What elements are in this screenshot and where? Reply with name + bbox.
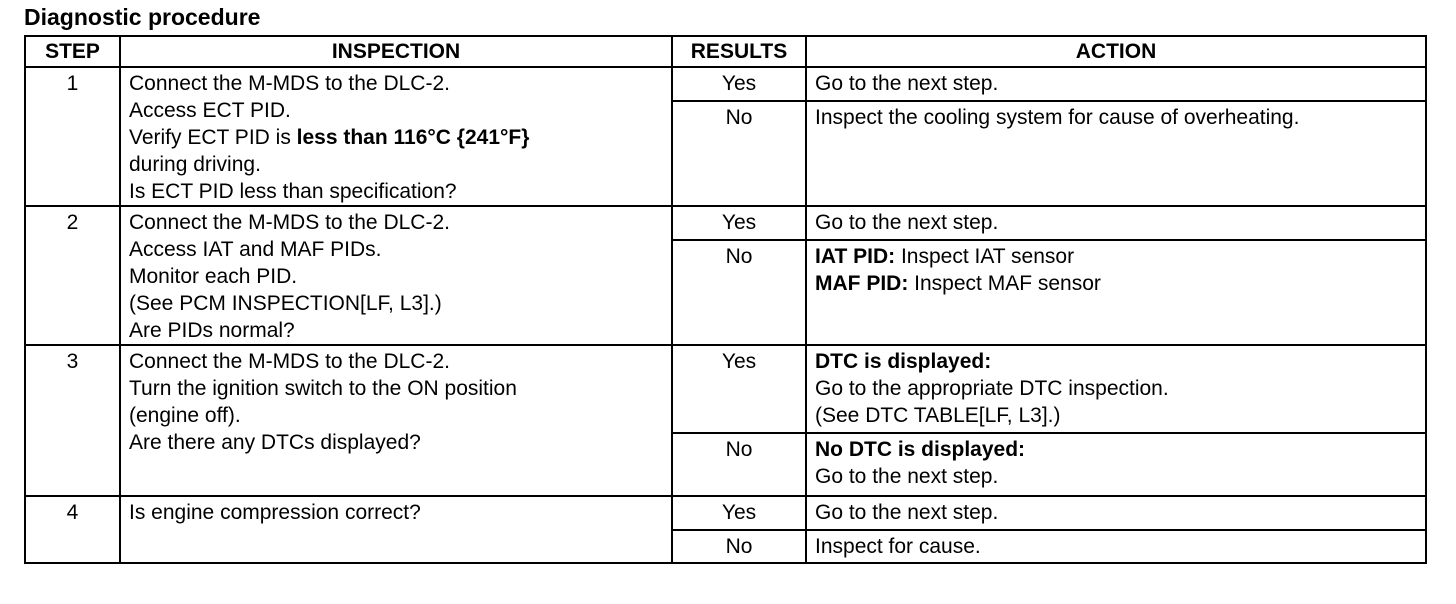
action-line: MAF PID: Inspect MAF sensor [815, 272, 1101, 295]
inspection-question: Is engine compression correct? [129, 501, 421, 524]
inspection-cell [120, 67, 672, 206]
inspection-line: Access ECT PID. [129, 99, 291, 122]
result-yes: Yes [672, 345, 806, 433]
inspection-cell [120, 206, 672, 345]
inspection-question: Are there any DTCs displayed? [129, 431, 421, 454]
action-no: Inspect for cause. [806, 530, 1426, 563]
table-row [25, 345, 1426, 433]
inspection-line: during driving. [129, 153, 261, 176]
inspection-line: Monitor each PID. [129, 265, 298, 288]
result-no: No [672, 433, 806, 496]
action-yes: Go to the next step. [806, 206, 1426, 240]
action-line: Go to the next step. [815, 465, 999, 488]
inspection-question: Are PIDs normal? [129, 319, 295, 342]
header-action: ACTION [806, 36, 1426, 67]
step-number: 1 [25, 67, 120, 206]
header-results: RESULTS [672, 36, 806, 67]
table-row [25, 67, 1426, 101]
result-no: No [672, 101, 806, 206]
table-row [25, 496, 1426, 530]
action-line: Go to the appropriate DTC inspection. [815, 377, 1169, 400]
page-title: Diagnostic procedure [24, 4, 261, 30]
step-number: 2 [25, 206, 120, 345]
diagnostic-table [24, 35, 1427, 564]
table-row [25, 206, 1426, 240]
action-condition: No DTC is displayed: [815, 438, 1026, 461]
result-yes: Yes [672, 67, 806, 101]
inspection-line: (engine off). [129, 404, 241, 427]
header-inspection: INSPECTION [120, 36, 672, 67]
inspection-line: Connect the M-MDS to the DLC-2. [129, 211, 450, 234]
result-yes: Yes [672, 206, 806, 240]
step-number: 3 [25, 345, 120, 496]
inspection-line: Connect the M-MDS to the DLC-2. [129, 72, 450, 95]
action-line: IAT PID: Inspect IAT sensor [815, 245, 1075, 268]
action-yes: Go to the next step. [806, 496, 1426, 530]
inspection-line: Turn the ignition switch to the ON position [129, 377, 517, 400]
result-yes: Yes [672, 496, 806, 530]
action-no [806, 240, 1426, 345]
inspection-text: Verify ECT PID is [129, 126, 297, 149]
result-no: No [672, 240, 806, 345]
inspection-line: Connect the M-MDS to the DLC-2. [129, 350, 450, 373]
action-reference: (See DTC TABLE[LF, L3].) [815, 404, 1061, 427]
table-header-row [25, 36, 1426, 67]
inspection-question: Is ECT PID less than specification? [129, 180, 457, 203]
result-no: No [672, 530, 806, 563]
inspection-line: Access IAT and MAF PIDs. [129, 238, 382, 261]
action-no [806, 433, 1426, 496]
inspection-line [129, 124, 663, 151]
action-yes: Go to the next step. [806, 67, 1426, 101]
action-condition: DTC is displayed: [815, 350, 992, 373]
inspection-cell [120, 496, 672, 563]
inspection-reference: (See PCM INSPECTION[LF, L3].) [129, 292, 442, 315]
spec-value: less than 116°C {241°F} [296, 126, 530, 149]
header-step: STEP [25, 36, 120, 67]
action-yes [806, 345, 1426, 433]
inspection-cell [120, 345, 672, 496]
step-number: 4 [25, 496, 120, 563]
action-no: Inspect the cooling system for cause of overheating. [806, 101, 1426, 206]
